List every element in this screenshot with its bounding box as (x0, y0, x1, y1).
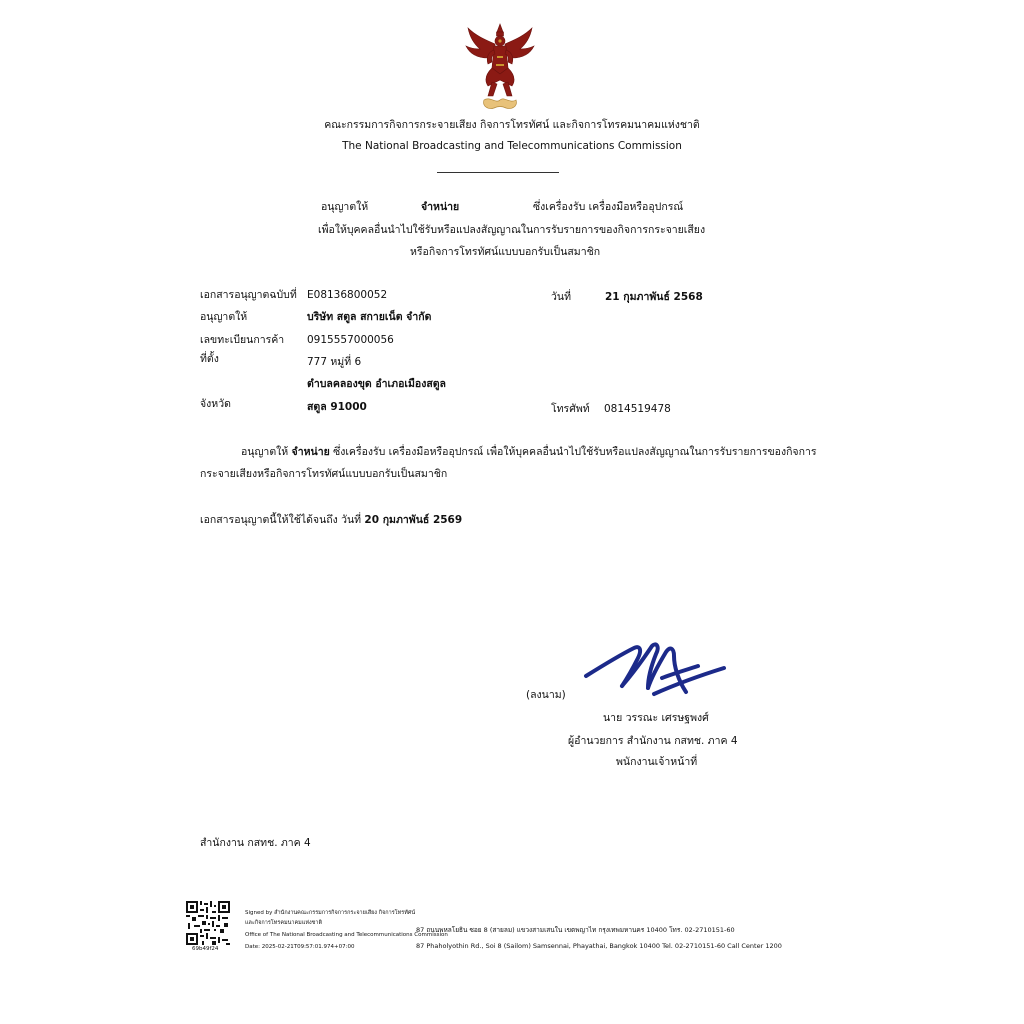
registration-number: 0915557000056 (307, 334, 394, 346)
garuda-emblem-icon (462, 22, 538, 114)
org-name-thai: คณะกรรมการกิจการกระจายเสียง กิจการโทรทัศน์ และกิจการโทรคมนาคมแห่งชาติ (324, 119, 700, 131)
body-rest: ซึ่งเครื่องรับ เครื่องมือหรืออุปกรณ์ เพื่อให้บุคคลอื่นนำไปใช้รับหรือแปลงสัญญาณในการรับรายการของกิจการ (333, 446, 817, 458)
permit-intro-line2: เพื่อให้บุคคลอื่นนำไปใช้รับหรือแปลงสัญญาณในการรับรายการของกิจการกระจายเสียง (318, 224, 706, 236)
validity-line (200, 514, 462, 527)
permit-to-label: อนุญาตให้ (321, 201, 369, 213)
address-line2: ตำบลคลองขุด อำเภอเมืองสตูล (307, 378, 446, 390)
date-stamp: Date: 2025-02-21T09:57:01.974+07:00 (245, 944, 355, 950)
registration-label: เลขทะเบียนการค้า (200, 334, 285, 346)
province: สตูล 91000 (307, 401, 367, 413)
qr-code-icon (186, 901, 230, 945)
office-english: Office of The National Broadcasting and Telecommunications Commission (245, 932, 448, 938)
address-label: ที่ตั้ง (200, 353, 219, 365)
body-prefix: อนุญาตให้ (241, 446, 289, 458)
body-paragraph-line2: กระจายเสียงหรือกิจการโทรทัศน์แบบบอกรับเป็นสมาชิก (200, 468, 448, 480)
qr-code-id: 69b49f24 (192, 946, 219, 952)
signer-role: พนักงานเจ้าหน้าที่ (616, 756, 698, 768)
issue-date: 21 กุมภาพันธ์ 2568 (605, 291, 703, 303)
signed-by-line1: Signed by สำนักงานคณะกรรมการกิจการกระจายเสียง กิจการโทรทัศน์ (245, 910, 416, 916)
province-label: จังหวัด (200, 398, 231, 410)
org-name-english: The National Broadcasting and Telecommunications Commission (342, 140, 682, 152)
signature-icon (582, 636, 732, 706)
header-divider (437, 172, 559, 173)
address-line1: 777 หมู่ที่ 6 (307, 356, 362, 368)
body-paragraph-line1 (241, 446, 816, 459)
phone-number: 0814519478 (604, 403, 671, 415)
permittee-name: บริษัท สตูล สกายเน็ต จำกัด (307, 311, 432, 323)
validity-prefix: เอกสารอนุญาตนี้ให้ใช้ได้จนถึง วันที่ (200, 514, 362, 526)
permit-intro-line3: หรือกิจการโทรทัศน์แบบบอกรับเป็นสมาชิก (410, 246, 601, 258)
signer-position: ผู้อำนวยการ สำนักงาน กสทช. ภาค 4 (568, 735, 738, 747)
doc-number-label: เอกสารอนุญาตฉบับที่ (200, 289, 297, 301)
doc-number: E08136800052 (307, 289, 388, 301)
validity-date: 20 กุมภาพันธ์ 2569 (364, 514, 463, 526)
footer-address-thai: 87 ถนนพหลโยธิน ซอย 8 (สายลม) แขวงสามเสนใน เขตพญาไท กรุงเทพมหานคร 10400 โทร. 02-2710151-60 (416, 926, 735, 934)
permittee-label: อนุญาตให้ (200, 311, 248, 323)
issue-date-label: วันที่ (551, 291, 571, 303)
signed-by-line2: และกิจการโทรคมนาคมแห่งชาติ (245, 920, 323, 926)
body-action: จำหน่าย (291, 446, 330, 458)
footer-address-english: 87 Phaholyothin Rd., Soi 8 (Sailom) Samsennai, Phayathai, Bangkok 10400 Tel. 02-2710151-60 Call Center 1200 (416, 942, 782, 950)
permit-device-text: ซึ่งเครื่องรับ เครื่องมือหรืออุปกรณ์ (533, 201, 684, 213)
signer-name: นาย วรรณะ เศรษฐพงศ์ (603, 712, 709, 724)
phone-label: โทรศัพท์ (551, 403, 590, 415)
office-name: สำนักงาน กสทช. ภาค 4 (200, 837, 311, 849)
permit-action: จำหน่าย (421, 201, 460, 213)
sign-label: (ลงนาม) (526, 689, 566, 701)
